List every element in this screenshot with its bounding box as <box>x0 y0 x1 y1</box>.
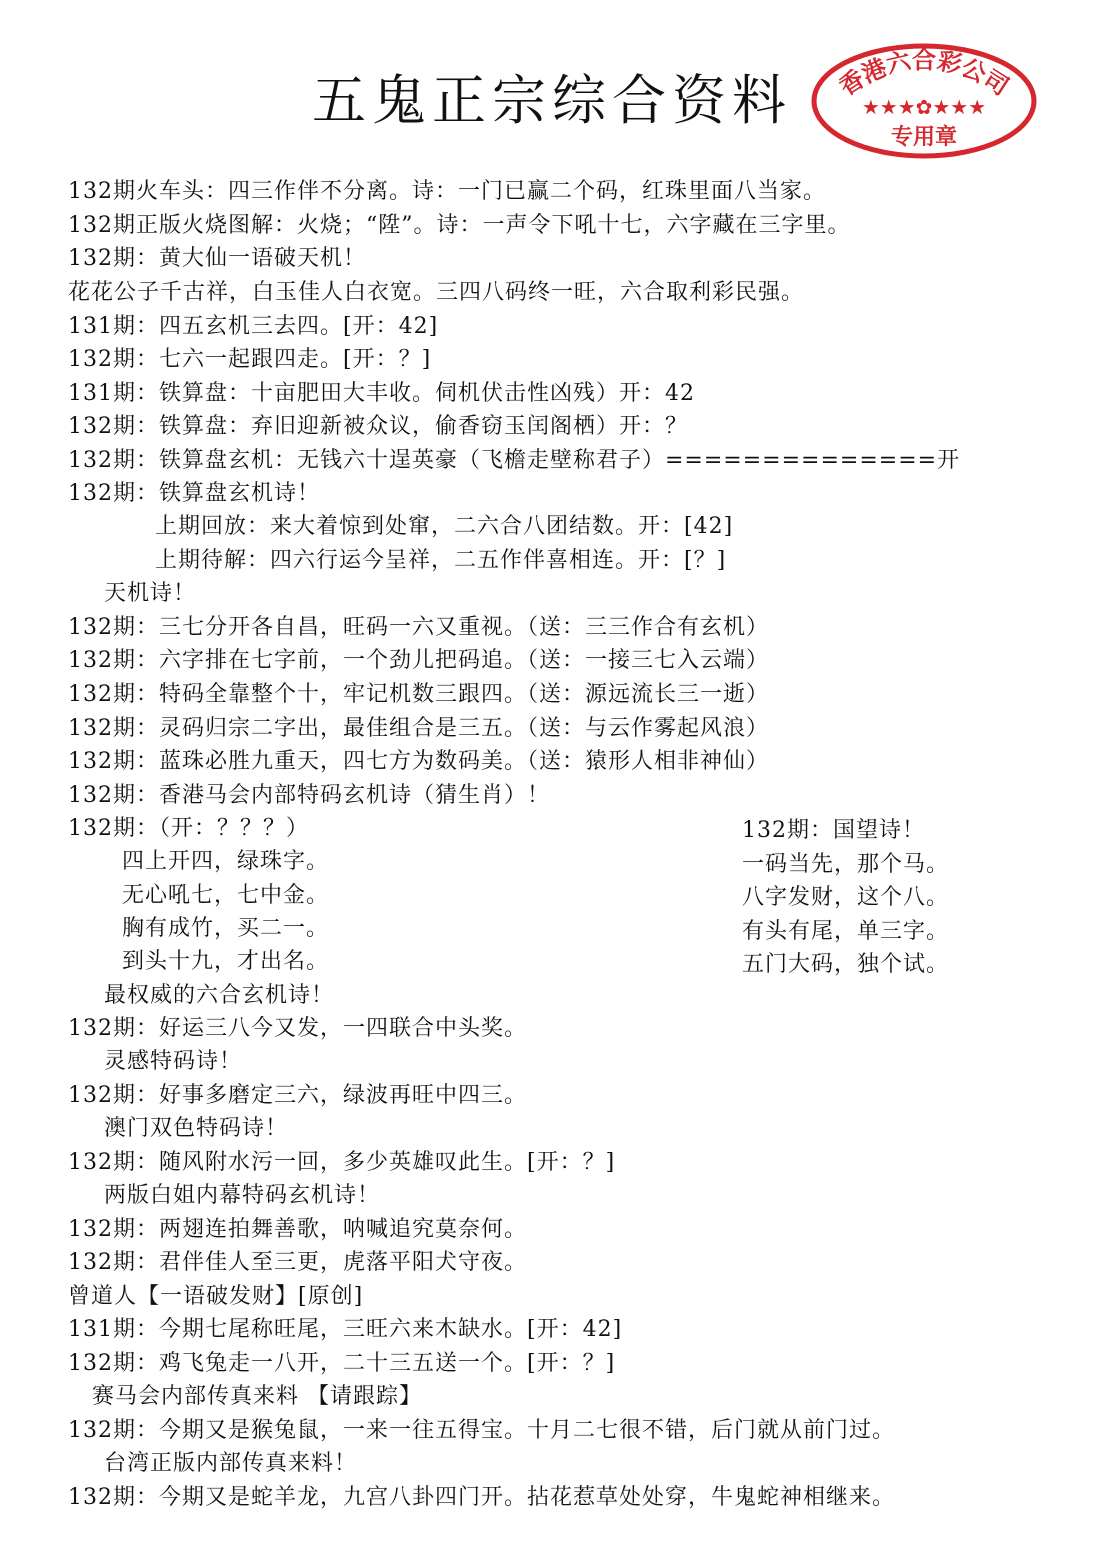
text-line-31: 132期：两翅连拍舞善歌，呐喊追究莫奈何。 <box>68 1217 527 1242</box>
text-line-8: 132期：铁算盘玄机：无钱六十逞英豪（飞檐走壁称君子）==============开 <box>68 448 961 473</box>
text-line-17: 132期：蓝珠必胜九重天，四七方为数码美。（送：猿形人相非神仙） <box>68 749 769 774</box>
text-line-1: 132期正版火烧图解：火烧；“陞”。诗：一声令下吼十七，六字藏在三字里。 <box>68 213 851 238</box>
text-line-12: 天机诗！ <box>104 581 197 606</box>
text-line-6: 131期：铁算盘：十亩肥田大丰收。伺机伏击性凶残）开：42 <box>68 381 695 406</box>
text-line-16: 132期：灵码归宗二字出，最佳组合是三五。（送：与云作雾起风浪） <box>68 716 769 741</box>
text-line-23: 到头十九，才出名。 <box>122 949 330 974</box>
right-column-line-3: 有头有尾，单三字。 <box>742 919 950 944</box>
text-line-19: 132期：（开：？？？） <box>68 816 309 841</box>
text-line-18: 132期：香港马会内部特码玄机诗（猜生肖）！ <box>68 783 550 808</box>
text-line-27: 132期：好事多磨定三六，绿波再旺中四三。 <box>68 1083 527 1108</box>
seal-bottom-text: 专用章 <box>890 125 958 150</box>
page-title: 五鬼正宗综合资料 <box>312 69 792 132</box>
text-line-3: 花花公子千古祥，白玉佳人白衣宽。三四八码终一旺，六合取利彩民强。 <box>68 280 805 305</box>
text-line-24: 最权威的六合玄机诗！ <box>104 983 335 1008</box>
text-line-14: 132期：六字排在七字前，一个劲儿把码追。（送：一接三七入云端） <box>68 648 769 673</box>
text-line-7: 132期：铁算盘：弃旧迎新被众议，偷香窃玉闰阁栖）开：？ <box>68 414 688 439</box>
right-column-line-4: 五门大码，独个试。 <box>742 952 950 977</box>
right-column-line-0: 132期：国望诗！ <box>742 818 925 843</box>
text-line-29: 132期：随风附水污一回，多少英雄叹此生。[开：？] <box>68 1150 616 1175</box>
text-line-9: 132期：铁算盘玄机诗！ <box>68 481 320 506</box>
right-column-line-1: 一码当先，那个马。 <box>742 852 950 877</box>
text-line-13: 132期：三七分开各自昌，旺码一六又重视。（送：三三作合有玄机） <box>68 615 769 640</box>
text-line-34: 131期：今期七尾称旺尾，三旺六来木缺水。[开：42] <box>68 1317 623 1342</box>
text-line-15: 132期：特码全靠整个十，牢记机数三跟四。（送：源远流长三一逝） <box>68 682 769 707</box>
text-line-35: 132期：鸡飞兔走一八开，二十三五送一个。[开：？] <box>68 1351 616 1376</box>
text-line-21: 无心吼七，七中金。 <box>122 883 330 908</box>
text-line-4: 131期：四五玄机三去四。[开：42] <box>68 314 439 339</box>
text-line-33: 曾道人【一语破发财】[原创] <box>68 1284 364 1309</box>
seal-arc-text: 香港六合彩公司 <box>834 46 1014 102</box>
text-line-10: 上期回放：来大着惊到处窜，二六合八团结数。开：[42] <box>155 514 734 539</box>
right-column-line-2: 八字发财，这个八。 <box>742 885 950 910</box>
text-line-25: 132期：好运三八今又发，一四联合中头奖。 <box>68 1016 527 1041</box>
text-line-5: 132期：七六一起跟四走。[开：？] <box>68 347 432 372</box>
text-line-0: 132期火车头：四三作伴不分离。诗：一门已赢二个码，红珠里面八当家。 <box>68 179 826 204</box>
text-line-32: 132期：君伴佳人至三更，虎落平阳犬守夜。 <box>68 1250 527 1275</box>
text-line-2: 132期：黄大仙一语破天机！ <box>68 246 366 271</box>
text-line-11: 上期待解：四六行运今呈祥，二五作伴喜相连。开：[？] <box>155 548 727 573</box>
text-line-37: 132期：今期又是猴兔鼠，一来一往五得宝。十月二七很不错，后门就从前门过。 <box>68 1418 895 1443</box>
text-line-30: 两版白姐内幕特码玄机诗！ <box>104 1183 381 1208</box>
text-line-26: 灵感特码诗！ <box>104 1049 243 1074</box>
company-seal-stamp <box>810 42 1038 160</box>
text-line-28: 澳门双色特码诗！ <box>104 1116 289 1141</box>
seal-stars: ★★★✿★★★ <box>861 95 987 119</box>
text-line-20: 四上开四，绿珠字。 <box>122 849 330 874</box>
text-line-22: 胸有成竹，买二一。 <box>122 916 330 941</box>
text-line-39: 132期：今期又是蛇羊龙，九宫八卦四门开。拈花惹草处处穿，牛鬼蛇神相继来。 <box>68 1485 895 1510</box>
text-line-38: 台湾正版内部传真来料！ <box>104 1451 358 1476</box>
text-line-36: 赛马会内部传真来料 【请跟踪】 <box>92 1384 422 1409</box>
